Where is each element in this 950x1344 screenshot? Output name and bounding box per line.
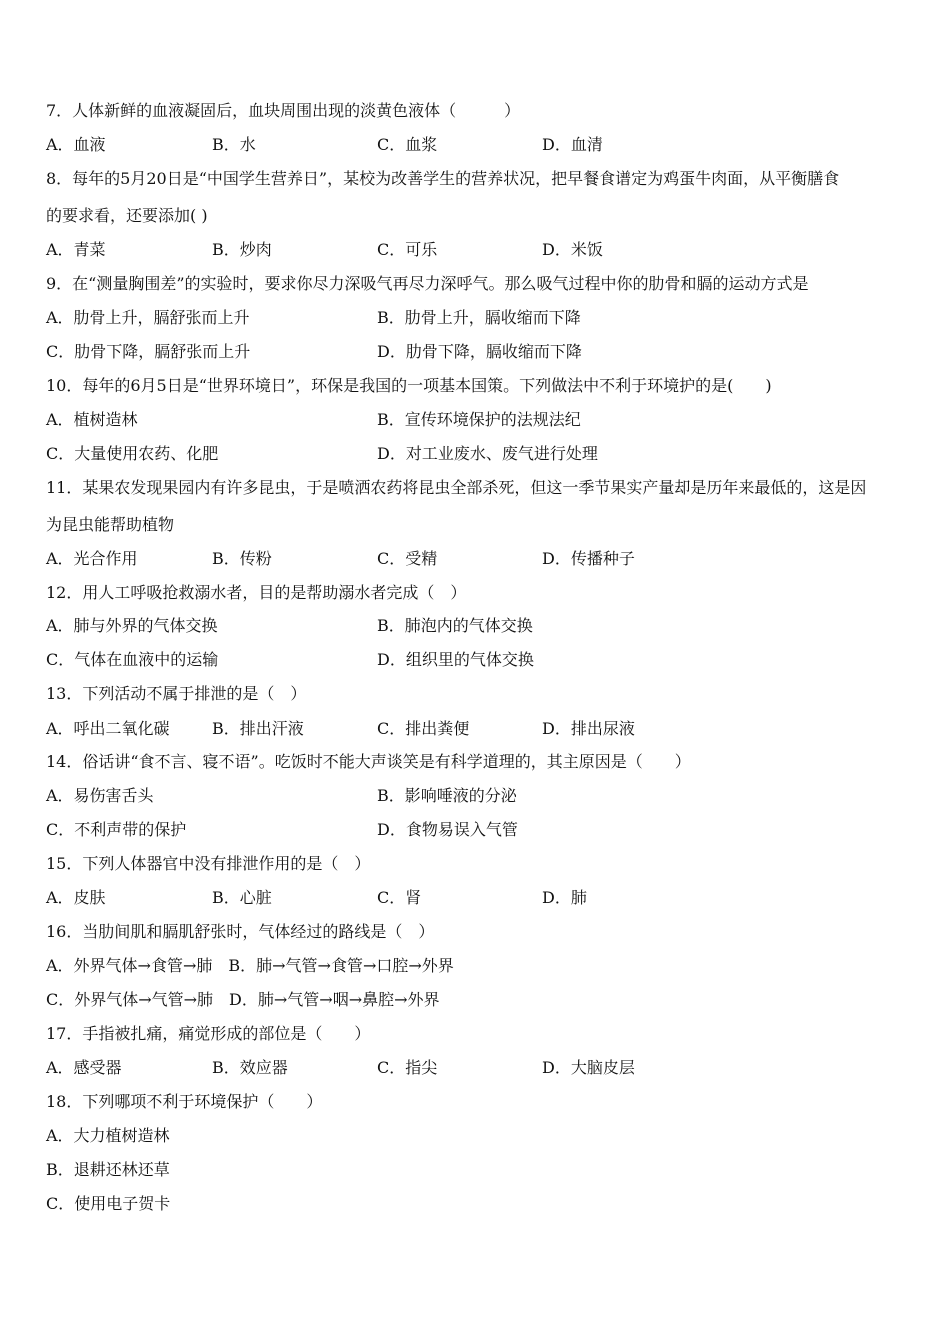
question-14-stem: 14．俗话讲“食不言、寝不语”。吃饭时不能大声谈笑是有科学道理的，其主原因是（ ） (46, 752, 691, 771)
question-7-option-d: D．血清 (542, 135, 603, 154)
question-12-stem: 12．用人工呼吸抢救溺水者，目的是帮助溺水者完成（ ） (46, 583, 467, 602)
question-13-option-a: A．呼出二氧化碳 (46, 719, 170, 738)
question-18-option-a: A．大力植树造林 (46, 1126, 170, 1145)
question-16-options-row-2: C．外界气体→气管→肺 D．肺→气管→咽→鼻腔→外界 (46, 990, 440, 1009)
question-14-option-a: A．易伤害舌头 (46, 786, 154, 805)
question-13-option-c: C．排出粪便 (377, 719, 470, 738)
question-9-option-b: B．肋骨上升，膈收缩而下降 (377, 308, 581, 327)
question-8-option-c: C．可乐 (377, 240, 438, 259)
question-14-option-c: C．不利声带的保护 (46, 820, 187, 839)
question-13-option-b: B．排出汗液 (212, 719, 304, 738)
question-7-option-a: A．血液 (46, 135, 106, 154)
question-11-stem-line-2: 为昆虫能帮助植物 (46, 515, 175, 534)
question-16-options-row-1: A．外界气体→食管→肺 B．肺→气管→食管→口腔→外界 (46, 956, 454, 975)
question-14-option-d: D．食物易误入气管 (377, 820, 518, 839)
question-10-option-c: C．大量使用农药、化肥 (46, 444, 219, 463)
question-10-option-d: D．对工业废水、废气进行处理 (377, 444, 598, 463)
question-12-option-c: C．气体在血液中的运输 (46, 650, 219, 669)
question-11-stem-line-1: 11．某果农发现果园内有许多昆虫，于是喷洒农药将昆虫全部杀死，但这一季节果实产量却是历年来最低的，这是因 (46, 478, 867, 497)
question-17-option-c: C．指尖 (377, 1058, 438, 1077)
question-9-option-c: C．肋骨下降，膈舒张而上升 (46, 342, 251, 361)
question-9-option-d: D．肋骨下降，膈收缩而下降 (377, 342, 582, 361)
question-8-stem-line-2: 的要求看，还要添加( ) (46, 206, 208, 225)
question-11-option-d: D．传播种子 (542, 549, 635, 568)
question-9-option-a: A．肋骨上升，膈舒张而上升 (46, 308, 250, 327)
question-11-option-c: C．受精 (377, 549, 438, 568)
question-13-option-d: D．排出尿液 (542, 719, 635, 738)
question-15-option-b: B．心脏 (212, 888, 272, 907)
question-7-option-c: C．血浆 (377, 135, 438, 154)
question-7-option-b: B．水 (212, 135, 256, 154)
question-8-option-d: D．米饭 (542, 240, 603, 259)
question-15-option-c: C．肾 (377, 888, 422, 907)
question-18-stem: 18．下列哪项不利于环境保护（ ） (46, 1092, 323, 1111)
question-10-stem: 10．每年的6月5日是“世界环境日”，环保是我国的一项基本国策。下列做法中不利于环境护的是( ) (46, 376, 772, 395)
question-15-option-a: A．皮肤 (46, 888, 106, 907)
question-8-stem-line-1: 8．每年的5月20日是“中国学生营养日”，某校为改善学生的营养状况，把早餐食谱定为鸡蛋牛肉面，从平衡膳食 (46, 169, 840, 188)
question-15-option-d: D．肺 (542, 888, 587, 907)
question-11-option-b: B．传粉 (212, 549, 272, 568)
question-14-option-b: B．影响唾液的分泌 (377, 786, 517, 805)
question-13-stem: 13．下列活动不属于排泄的是（ ） (46, 684, 307, 703)
question-16-stem: 16．当肋间肌和膈肌舒张时，气体经过的路线是（ ） (46, 922, 435, 941)
question-17-stem: 17．手指被扎痛，痛觉形成的部位是（ ） (46, 1024, 371, 1043)
question-15-stem: 15．下列人体器官中没有排泄作用的是（ ） (46, 854, 371, 873)
question-17-option-d: D．大脑皮层 (542, 1058, 635, 1077)
question-9-stem: 9．在“测量胸围差”的实验时，要求你尽力深吸气再尽力深呼气。那么吸气过程中你的肋骨和膈的运动方式是 (46, 274, 809, 293)
question-7-stem: 7．人体新鲜的血液凝固后，血块周围出现的淡黄色液体（ ） (46, 101, 521, 120)
question-8-option-b: B．炒肉 (212, 240, 272, 259)
question-17-option-b: B．效应器 (212, 1058, 288, 1077)
question-11-option-a: A．光合作用 (46, 549, 138, 568)
question-12-option-b: B．肺泡内的气体交换 (377, 616, 533, 635)
question-8-option-a: A．青菜 (46, 240, 106, 259)
question-18-option-c: C．使用电子贺卡 (46, 1194, 171, 1213)
question-17-option-a: A．感受器 (46, 1058, 122, 1077)
question-12-option-d: D．组织里的气体交换 (377, 650, 534, 669)
question-18-option-b: B．退耕还林还草 (46, 1160, 170, 1179)
question-10-option-b: B．宣传环境保护的法规法纪 (377, 410, 581, 429)
question-12-option-a: A．肺与外界的气体交换 (46, 616, 218, 635)
question-10-option-a: A．植树造林 (46, 410, 138, 429)
